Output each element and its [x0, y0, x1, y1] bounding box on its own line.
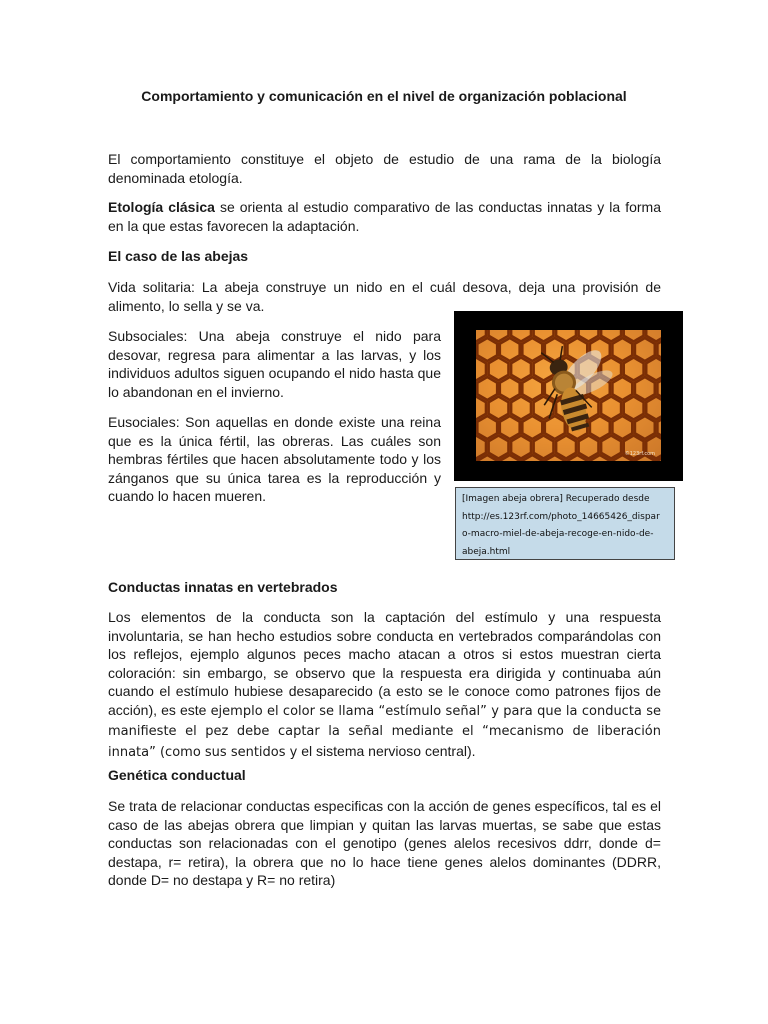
intro-paragraph: El comportamiento constituye el objeto de estudio de una rama de la biología denominada etología.	[108, 151, 661, 186]
eusociales-paragraph: Eusociales: Son aquellas en donde existe una reina que es la única fértil, las obreras. Las cuáles son hembras fértiles que hacen absolutamente todo y los zánganos que su única tarea es la reproducción y cuando lo hacen mueren.	[108, 414, 441, 504]
heading-abejas: El caso de las abejas	[108, 248, 249, 264]
vertebrados-paragraph	[108, 608, 661, 762]
page-title: Comportamiento y comunicación en el nivel de organización poblacional	[141, 88, 627, 104]
image-caption: [Imagen abeja obrera] Recuperado desde http://es.123rf.com/photo_14665426_dispar o-macro-miel-de-abeja-recoge-en-nido-de-abeja.html	[455, 487, 675, 560]
etologia-term: Etología clásica	[108, 199, 215, 215]
vertebrados-text-b: ejemplo el color se llama “estímulo señal” y para que la conducta se manifieste el pez debe captar la señal mediante el “mecanismo de liberación innata” (como sus sentidos y	[108, 703, 661, 760]
etologia-paragraph	[108, 198, 661, 235]
vertebrados-text-a: Los elementos de la conducta son la captación del estímulo y una respuesta involuntaria, se han hecho estudios sobre conducta en vertebrados comparándolas con los reflejos, ejemplo algunos peces macho atacan a otros si estos muestran cierta coloración: sin embargo, se observo que la respuesta era dirigida y continuaba aún cuando el estímulo hubiese desaparecido (a esto se le conoce como patrones fijos de acción), es este	[108, 609, 661, 718]
vertebrados-text-c: el sistema nervioso central).	[301, 742, 476, 759]
bee-image-frame	[454, 311, 683, 481]
bee-icon	[476, 330, 661, 461]
subsociales-paragraph: Subsociales: Una abeja construye el nido para desovar, regresa para alimentar a las larvas, y los individuos adultos siguen ocupando el nido hasta que lo abandonan en el invierno.	[108, 328, 441, 400]
etologia-text: se orienta al estudio comparativo de las conductas innatas y la forma en la que estas favorecen la adaptación.	[108, 199, 661, 234]
genetica-paragraph: Se trata de relacionar conductas especificas con la acción de genes específicos, tal es el caso de las abejas obrera que limpian y quitan las larvas muertas, se sabe que estas conductas son relacionadas con el genotipo (genes alelos recesivos ddrr, donde d= destapa, r= retira), la obrera que no lo hace tiene genes alelos dominantes (DDRR, donde D= no destapa y R= no retira)	[108, 798, 661, 888]
vida-solitaria-paragraph: Vida solitaria: La abeja construye un nido en el cuál desova, deja una provisión de alimento, lo sella y se va.	[108, 279, 661, 314]
honeybee-on-honeycomb-photo	[476, 330, 661, 461]
heading-vertebrados: Conductas innatas en vertebrados	[108, 579, 338, 595]
heading-genetica: Genética conductual	[108, 767, 246, 783]
image-watermark: ©123rf.com	[624, 451, 655, 457]
